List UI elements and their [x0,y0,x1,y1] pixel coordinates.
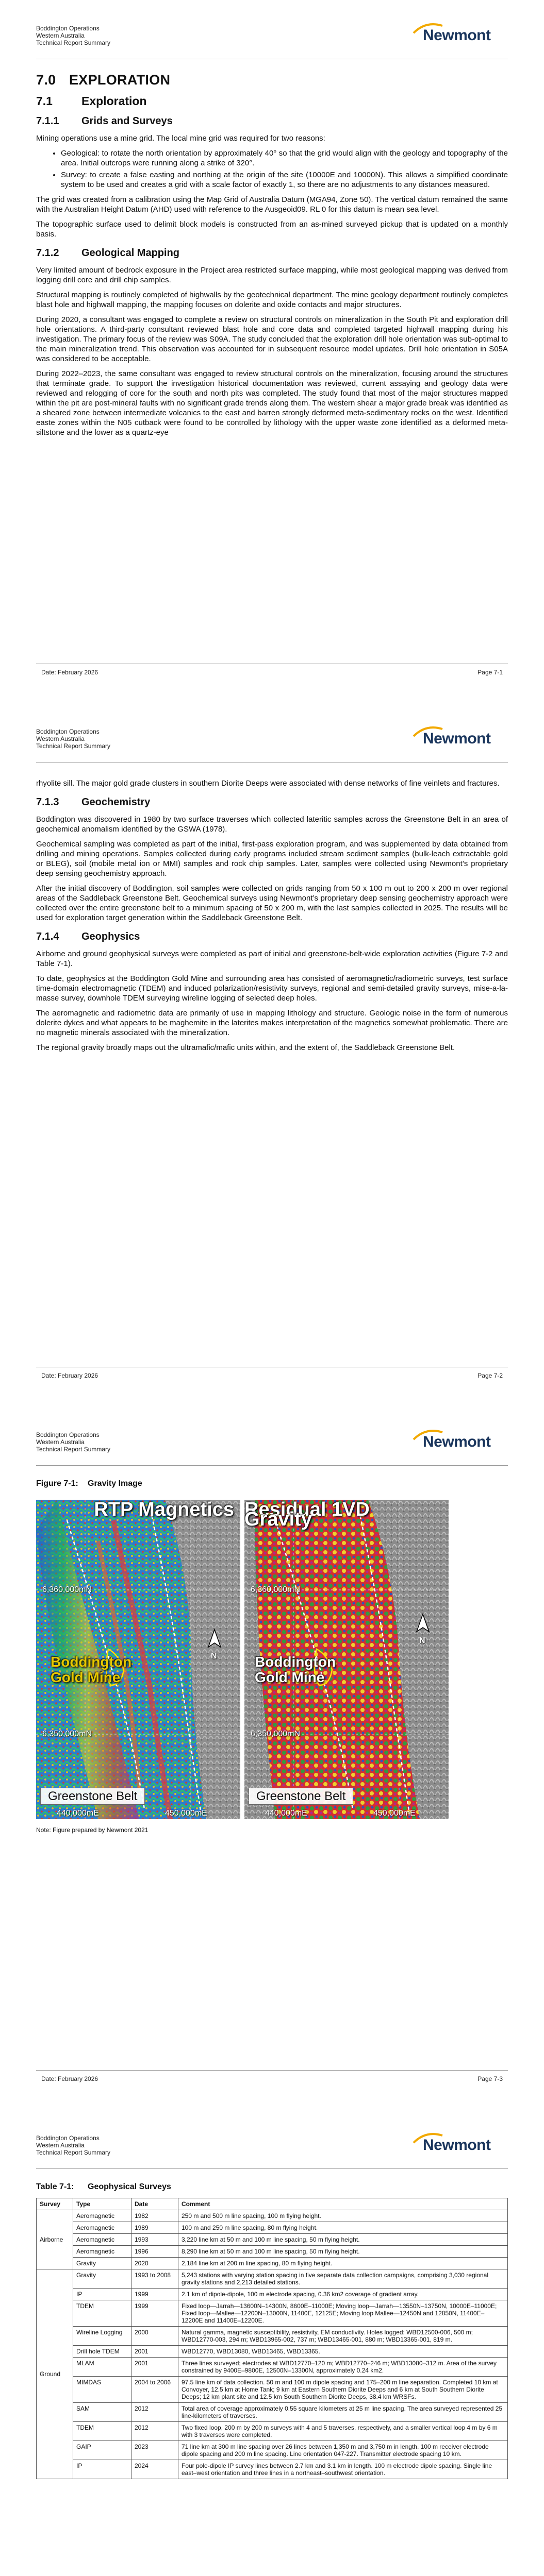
gravity-figure [36,1500,449,1819]
table-row [37,2377,508,2403]
table-row [37,2346,508,2358]
northing-label: 6,360,000mN [251,1585,301,1594]
paragraph: Airborne and ground geophysical surveys were completed as part of initial and greenstone-belt-wide exploration activities (Figure 7-2 and Table 7-1). [36,950,508,968]
footer-date: Date: February 2026 [41,2075,98,2082]
easting-label: 450,000mE [165,1809,207,1818]
easting-label: 440,000mE [57,1809,99,1818]
table-header-row [37,2198,508,2210]
newmont-logo [407,2132,510,2158]
footer-date: Date: February 2026 [41,669,98,676]
header-line: Boddington Operations [36,2134,100,2142]
type-cell: MIMDAS [73,2377,131,2403]
footer-date: Date: February 2026 [41,1372,98,1379]
rtp-magnetics-panel [36,1500,240,1819]
date-cell: 2001 [131,2346,178,2358]
paragraph: During 2022–2023, the same consultant was engaged to review structural controls on the mineralization, focusing around the structures that terminate grade. To support the investigation historical documentation was reviewed, current assaying and geology data were reviewed and relogging of core for the south and north pits was completed. The study found that most of the major structures mapped within the pit are post-mineral faults with no significant grade trends along them. The western shear a major grade break was identified as a sheared zone between intermediate volcanics to the east and barren strongly deformed meta-sedimentary rocks on the west. Identified easte zones within the N05 cutback were found to be controlled by lithology with the upper waste zone identified as a deformed meta-siltstone and the lower as a quartz-eye [36,369,508,437]
subsubsection-heading [36,932,508,942]
survey-cell: Airborne [37,2210,73,2269]
heading-number: 7.1.4 [36,931,59,942]
type-cell: IP [73,2289,131,2300]
date-cell: 2024 [131,2460,178,2479]
bullet-item: • Geological: to rotate the north orientation by approximately 40° so that the grid would align with the geology and topography of the area. Initial outcrops were running along a strike of 320°. [61,148,508,168]
easting-label: 450,000mE [373,1809,416,1818]
table-row [37,2234,508,2246]
type-cell: Aeromagnetic [73,2222,131,2234]
geophysical-surveys-table [36,2198,508,2479]
header-line: Technical Report Summary [36,742,111,750]
easting-label: 440,000mE [265,1809,307,1818]
newmont-logo [407,23,510,48]
comment-cell: 2.1 km of dipole-dipole, 100 m electrode spacing, 0.36 km2 coverage of gradient array. [178,2289,508,2300]
subsection-number: 7.1 [36,94,53,108]
date-cell: 1993 to 2008 [131,2269,178,2289]
page-2 [0,703,544,1406]
date-cell: 2012 [131,2403,178,2422]
heading-title: Geochemistry [81,796,151,808]
survey-cell: Ground [37,2269,73,2479]
heading-number: 7.1.2 [36,247,59,259]
page-1 [0,0,544,703]
subsection-heading [36,96,508,106]
north-label: N [419,1636,425,1645]
north-label: N [211,1652,217,1660]
paragraph: Boddington was discovered in 1980 by two surface traverses which collected lateritic samples across the Greenstone Belt in an area of geochemical anomalism identified by the GSWA (1978). [36,815,508,834]
table-title [36,2182,508,2192]
greenstone-belt-label: Greenstone Belt [249,1788,353,1805]
date-cell: 2012 [131,2422,178,2441]
page-content [36,2182,508,2479]
northing-label: 6,350,000mN [42,1730,92,1738]
date-cell: 2001 [131,2358,178,2377]
panel-label-gravity: Residual 1VD Gravity [244,1500,370,1530]
table-row [37,2222,508,2234]
mine-label-line: Boddington [51,1654,132,1670]
comment-cell: Three lines surveyed; electrodes at WBD12770–120 m; WBD12770–246 m; WBD13080–312 m. Area of the survey constrained by 9400E–9800E, 12500N–13300N, approximately 0.24 km2. [178,2358,508,2377]
bullet-item: • Survey: to create a false easting and northing at the origin of the site (10000E and 10000N). This allows a simplified coordinate system to be used and creates a grid with a scale factor of exactly 1, so there are no adjustments to any distances measured. [61,170,508,190]
header-line: Technical Report Summary [36,1446,111,1453]
mine-label-line: Boddington [255,1654,336,1670]
figure-number: Figure 7-1: [36,1479,78,1488]
paragraph: The grid was created from a calibration using the Map Grid of Australia Datum (MGA94, Zone 50). The vertical datum remained the same with the Australian Height Datum (AHD) used with reference to the Ausgeoid09. RL 0 for this datum is mean sea level. [36,195,508,214]
date-cell: 1999 [131,2289,178,2300]
type-cell: MLAM [73,2358,131,2377]
type-cell: TDEM [73,2300,131,2327]
type-cell: TDEM [73,2422,131,2441]
type-cell: GAIP [73,2441,131,2460]
mine-label-line: Gold Mine [255,1669,325,1685]
comment-cell: Four pole-dipole IP survey lines between 2.7 km and 3.1 km in length. 100 m electrode dipole spacing. Single line east–west orientation and three lines in a northeast–southwest orientation. [178,2460,508,2479]
page-number: Page 7-2 [477,1372,503,1379]
north-arrow-icon [415,1613,431,1638]
page-content [36,1479,508,1835]
newmont-logo [407,726,510,752]
subsubsection-heading [36,798,508,807]
header-divider [36,1465,508,1466]
paragraph: Geochemical sampling was completed as part of the initial, first-pass exploration program, and was supplemented by data obtained from drilling and mining operations. Samples collected during early programs included stream sediment samples (bulk-leach extractable gold or BLEG), soil (mobile metal ion or MMI) samples and rock chip samples. Later, samples were collected using Newmont’s proprietary deep sensing geochemistry approach. [36,840,508,878]
paragraph: Structural mapping is routinely completed of highwalls by the geotechnical department. The mine geology department routinely completes blast hole and highwall mapping, the mapping focuses on dolerite and oxide contacts and major structures. [36,291,508,309]
logo-text: Newmont [423,2137,491,2154]
northing-label: 6,360,000mN [42,1585,92,1594]
comment-cell: Two fixed loop, 200 m by 200 m surveys with 4 and 5 traverses, respectively, and a smaller vertical loop 4 m by 6 m with 3 traverses were completed. [178,2422,508,2441]
page-number: Page 7-3 [477,2075,503,2082]
northing-label: 6,350,000mN [251,1730,301,1738]
paragraph: The regional gravity broadly maps out the ultramafic/mafic units within, and the extent of, the Saddleback Greenstone Belt. [36,1043,455,1052]
table-row [37,2327,508,2346]
heading-title: Geological Mapping [81,247,180,259]
residual-gravity-panel [244,1500,449,1819]
table-row [37,2258,508,2269]
figure-title [36,1479,508,1488]
heading-number: 7.1.3 [36,796,59,808]
figure-caption: Gravity Image [88,1479,142,1488]
subsection-title: Exploration [81,94,147,108]
column-header: Comment [178,2198,508,2210]
page-number: Page 7-1 [477,669,503,676]
type-cell: Aeromagnetic [73,2234,131,2246]
page-content [36,72,508,443]
table-row [37,2441,508,2460]
north-arrow-icon [206,1629,223,1653]
mine-label-line: Gold Mine [51,1669,121,1685]
comment-cell: Total area of coverage approximately 0.55 square kilometers at 25 m line spacing. The area surveyed represented 25 line-kilometers of traverses. [178,2403,508,2422]
comment-cell: 2,184 line km at 200 m line spacing, 80 m flying height. [178,2258,508,2269]
table-row [37,2460,508,2479]
bullet-list [36,148,508,190]
comment-cell: 97.5 line km of data collection. 50 m and 100 m dipole spacing and 175–200 m line separation. Completed 10 km at Convoyer, 12.5 km at Home Tank; 9 km at Eastern Southern Diorite Deeps and 6 km at South Southern Diorite Deeps; 12 km plant site and 12.5 km South Southern Diorite Deeps, 38.4 km WRSFs. [178,2377,508,2403]
date-cell: 2023 [131,2441,178,2460]
date-cell: 2000 [131,2327,178,2346]
comment-cell: 3,220 line km at 50 m and 100 m line spacing, 50 m flying height. [178,2234,508,2246]
header-line: Western Australia [36,32,85,39]
table-row [37,2210,508,2222]
table-row [37,2269,508,2289]
table-row [37,2246,508,2258]
date-cell: 1982 [131,2210,178,2222]
comment-cell: Natural gamma, magnetic susceptibility, resistivity, EM conductivity. Holes logged: WBD12500-006, 500 m; WBD12770-003, 294 m; WBD13965-002, 737 m; WBD13465-001, 880 m; WBD13365-001, 819 m. [178,2327,508,2346]
paragraph: After the initial discovery of Boddington, soil samples were collected on grids ranging from 50 x 100 m out to 200 x 200 m over regional areas of the Saddleback Greenstone Belt. Geochemical surveys using Newmont’s proprietary deep sensing geochemistry approach were collected over the entire greenstone belt to a minimum spacing of 50 x 200 m, with the last samples collected in 2025. The results will be used for exploration target generation within the Saddleback Greenstone Belt. [36,884,508,922]
type-cell: Aeromagnetic [73,2246,131,2258]
subsubsection-heading [36,116,508,126]
mine-label [51,1654,131,1685]
type-cell: Gravity [73,2269,131,2289]
date-cell: 1996 [131,2246,178,2258]
page-header [36,25,110,46]
type-cell: IP [73,2460,131,2479]
column-header: Survey [37,2198,73,2210]
comment-cell: Fixed loop—Jarrah—13600N–14300N, 8600E–11000E; Moving loop—Jarrah—13550N–13750N, 10000E–11000E; Fixed loop—Mallee—12200N–13000N, 11400E, 12125E; Moving loop Mallee—12450N and 12850N, 11400E–12200E and 11400E–12200E. [178,2300,508,2327]
type-cell: SAM [73,2403,131,2422]
newmont-logo [407,1429,510,1455]
paragraph: During 2020, a consultant was engaged to complete a review on structural controls on mineralization in the South Pit and exploration drill hole orientations. A third-party consultant reviewed blast hole and core data and completed targeted highwall mapping during his investigation. The primary focus of the review was S09A. The study concluded that the exploration drill hole orientation was sub-optimal to the main mineralization trend. This observation was accounted for in subsequent resource model updates. Drill hole orientation in S05A was considered to be acceptable. [36,315,508,363]
header-line: Boddington Operations [36,25,100,32]
section-heading [36,72,508,88]
table-row [37,2403,508,2422]
header-line: Boddington Operations [36,1431,100,1438]
mine-label [255,1654,336,1685]
table-row [37,2422,508,2441]
comment-cell: 5,243 stations with varying station spacing in five separate data collection campaigns, comprising 3,030 regional gravity stations and 2,213 detailed stations. [178,2269,508,2289]
figure-note: Note: Figure prepared by Newmont 2021 [36,1826,149,1834]
heading-title: Grids and Surveys [81,115,173,127]
page-3 [0,1406,544,2110]
heading-number: 7.1.1 [36,115,59,127]
date-cell: 1993 [131,2234,178,2246]
heading-title: Geophysics [81,931,140,942]
page-header [36,1431,110,1453]
header-line: Technical Report Summary [36,39,111,46]
paragraph: rhyolite sill. The major gold grade clusters in southern Diorite Deeps were associated with dense networks of fine veinlets and fractures. [36,779,500,788]
date-cell: 2004 to 2006 [131,2377,178,2403]
type-cell: Gravity [73,2258,131,2269]
type-cell: Wireline Logging [73,2327,131,2346]
greenstone-belt-label: Greenstone Belt [40,1788,145,1805]
paragraph: Mining operations use a mine grid. The local mine grid was required for two reasons: [36,134,325,143]
column-header: Type [73,2198,131,2210]
table-caption: Geophysical Surveys [88,2182,171,2191]
type-cell: Drill hole TDEM [73,2346,131,2358]
table-number: Table 7-1: [36,2182,74,2191]
paragraph: To date, geophysics at the Boddington Gold Mine and surrounding area has consisted of aeromagnetic/radiometric surveys, test surface time-domain electromagnetic (TDEM) and induced polarization/resistivity surveys, regional and semi-detailed gravity surveys, mise-a-la-masse survey, downhole TDEM surveying wireline logging of selected deep holes. [36,974,508,1003]
paragraph: The aeromagnetic and radiometric data are primarily of use in mapping lithology and structure. Geologic noise in the form of numerous dolerite dykes and what appears to be maghemite in the laterites makes interpretation of the magnetics somewhat problematic. There are no magnetic minerals associated with the mineralization. [36,1009,508,1037]
table-row [37,2289,508,2300]
date-cell: 1989 [131,2222,178,2234]
comment-cell: 100 m and 250 m line spacing, 80 m flying height. [178,2222,508,2234]
table-row [37,2358,508,2377]
header-line: Technical Report Summary [36,2149,111,2156]
subsubsection-heading [36,248,508,258]
page-header [36,2134,110,2156]
header-line: Western Australia [36,735,85,742]
comment-cell: 71 line km at 300 m line spacing over 26 lines between 1,350 m and 3,750 m in length. 100 m receiver electrode dipole spacing and 200 m line spacing. Line orientation 047-227. Transmitter electrode spacing 10 km. [178,2441,508,2460]
paragraph: Very limited amount of bedrock exposure in the Project area restricted surface mapping, while most geological mapping was derived from logging drill core and drill chip samples. [36,266,508,284]
footer-divider [36,2070,508,2071]
header-divider [36,2168,508,2169]
header-line: Western Australia [36,1438,85,1446]
section-number: 7.0 [36,72,56,88]
header-line: Boddington Operations [36,728,100,735]
panel-label-rtp: RTP Magnetics [94,1500,234,1520]
date-cell: 1999 [131,2300,178,2327]
column-header: Date [131,2198,178,2210]
page-4 [0,2110,544,2576]
comment-cell: 250 m and 500 m line spacing, 100 m flying height. [178,2210,508,2222]
page-content [36,778,508,1058]
table-body [37,2210,508,2479]
date-cell: 2020 [131,2258,178,2269]
paragraph: The topographic surface used to delimit block models is constructed from an as-mined surveyed pickup that is updated on a monthly basis. [36,220,508,239]
table-row [37,2300,508,2327]
header-line: Western Australia [36,2142,85,2149]
comment-cell: WBD12770, WBD13080, WBD13465, WBD13365. [178,2346,508,2358]
comment-cell: 8,290 line km at 50 m and 100 m line spacing, 50 m flying height. [178,2246,508,2258]
logo-text: Newmont [423,1433,491,1450]
type-cell: Aeromagnetic [73,2210,131,2222]
page-header [36,728,110,750]
section-title: EXPLORATION [69,72,171,88]
logo-text: Newmont [423,730,491,747]
logo-text: Newmont [423,27,491,44]
